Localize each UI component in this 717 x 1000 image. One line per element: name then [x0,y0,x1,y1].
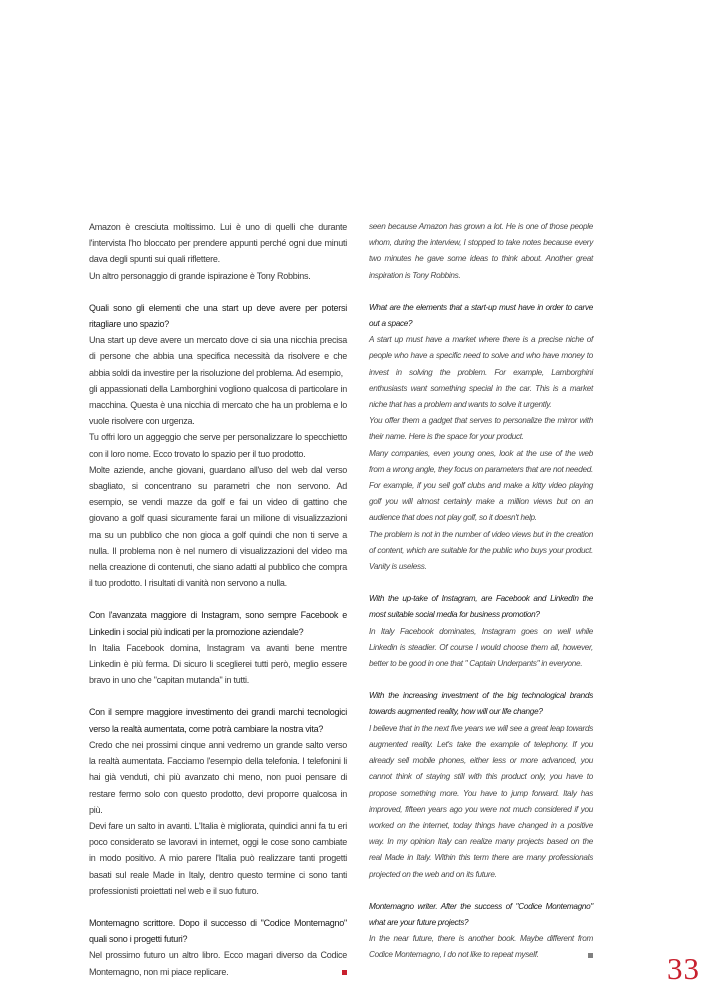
answer-paragraph: Tu offri loro un aggeggio che serve per personalizzare lo specchietto con il loro nome. Ecco trovato lo spazio per il tuo prodotto. [89,432,347,459]
answer-paragraph: A start up must have a market where there is a precise niche of people who have a specific need to solve and who have money to invest in solving the problem. For example, Lamborghini enthusiasts want something special in the car. This is a market niche that has a problem and wants to solve it urgently. [369,335,593,410]
answer-paragraph: Devi fare un salto in avanti. L'Italia è migliorata, quindici anni fa tu eri poco considerato se lavoravi in internet, oggi le cose sono cambiate in modo positivo. A mio parere l'Italia può realizzare tanti progetti basati sul reale Made in Italy, dentro questo termine ci sono tanti professionisti proiettati nel web e il suo futuro. [89,820,347,896]
answer-paragraph [89,947,347,979]
answer-paragraph [369,931,593,963]
question: Quali sono gli elementi che una start up deve avere per potersi ritagliare uno spazio? [89,302,347,330]
intro-paragraph: Un altro personaggio di grande ispirazione è Tony Robbins. [89,270,311,281]
page-number: 33 [667,951,700,986]
answer-paragraph: gli appassionati della Lamborghini vogliono qualcosa di particolare in macchina. Questa è una nicchia di mercato che ha un problema e lo vuole risolvere con urgenza. [89,383,347,427]
question: Con il sempre maggiore investimento dei grandi marchi tecnologici verso la realtà aumentata, come potrà cambiare la nostra vita? [89,707,347,734]
answer-paragraph: I believe that in the next five years we will see a great leap towards augmented reality. Let's take the example of telephony. If you already sell mobile phones, either less or more advanced, you cannot think of staying still with this product only, you have to propose something more. You have to jump forward. Italy has improved, fifteen years ago you were not much considered if you worked on the internet, today things have changed in a positive way. In my opinion Italy can realize many projects based on the real Made in Italy. Within this term there are many professionals projected on the web and on its future. [369,723,593,879]
question: Con l'avanzata maggiore di Instagram, sono sempre Facebook e Linkedin i social più indicati per la promozione aziendale? [89,610,347,637]
question: Montemagno scrittore. Dopo il successo di "Codice Montemagno" quali sono i progetti futuri? [89,917,347,945]
answer-text: Nel prossimo futuro un altro libro. Ecco magari diverso da Codice Montemagno, non mi piace replicare. [89,950,347,977]
question: Montemagno writer. After the success of "Codice Montemagno" what are your future projects? [369,901,593,927]
answer-paragraph: The problem is not in the number of video views but in the creation of content, which are suitable for the public who buys your product. Vanity is useless. [369,529,593,572]
question: With the up-take of Instagram, are Facebook and LinkedIn the most suitable social media for business promotion? [369,594,593,620]
answer-text: In the near future, there is another book. Maybe different from Codice Montemagno, I do not like to repeat myself. [369,934,593,960]
end-square-icon [342,970,347,975]
end-square-icon [588,953,593,958]
question: What are the elements that a start-up must have in order to carve out a space? [369,302,593,329]
answer-paragraph: You offer them a gadget that serves to personalize the mirror with their name. Here is the space for your product. [369,416,593,442]
english-column [369,219,593,964]
answer-paragraph: Molte aziende, anche giovani, guardano all'uso del web dal verso sbagliato, si concentrano su parametri che non servono. Ad esempio, se vendi mazze da golf e fai un video di gattino che giovano a golf quasi sicuramente farai un milione di visualizzazioni ma su un pubblico che non gioca a golf quindi che non ti serve a nulla. Il problema non è nel numero di visualizzazioni del video ma nella creazione di contenuti, che siano adatti al pubblico che compra il tuo prodotto. I risultati di vanità non servono a nulla. [89,464,347,589]
italian-column [89,219,347,980]
question: With the increasing investment of the big technological brands towards augmented reality, how will our life change? [369,691,593,717]
answer-paragraph: In Italy Facebook dominates, Instagram goes on well while Linkedin is steadier. Of course I would choose them all, however, better to be good in one that " Captain Underpants" in everyone. [369,626,593,669]
intro-paragraph: Amazon è cresciuta moltissimo. Lui è uno di quelli che durante l'intervista l'ho bloccato per prendere appunti perché ogni due minuti dava degli spunti sui quali riflettere. [89,222,347,265]
answer-paragraph: Many companies, even young ones, look at the use of the web from a wrong angle, they focus on parameters that are not needed. For example, if you sell golf clubs and make a kitty video playing golf you will almost certainly make a million views but on an audience that does not play golf, so it doesn't help. [369,448,593,523]
answer-paragraph: In Italia Facebook domina, Instagram va avanti bene mentre Linkedin è più ferma. Di sicuro li sceglierei tutti però, meglio essere bravo in uno che "capitan mutanda" in tutti. [89,642,347,686]
answer-paragraph: Una start up deve avere un mercato dove ci sia una nicchia precisa di persone che abbia una specifica necessità da risolvere e che abbia soldi da investire per la risoluzione del problema. Ad esempio, [89,335,347,378]
answer-paragraph: Credo che nei prossimi cinque anni vedremo un grande salto verso la realtà aumentata. Facciamo l'esempio della telefonia. I telefonini li hai già venduti, chi più avanzato chi meno, non puoi pensare di restare fermo solo con questo prodotto, devi proporre qualcosa in più. [89,739,347,815]
intro-paragraph: seen because Amazon has grown a lot. He is one of those people whom, during the interview, I stopped to take notes because every two minutes he gave some ideas to think about. Another great inspiration is Tony Robbins. [369,222,593,280]
